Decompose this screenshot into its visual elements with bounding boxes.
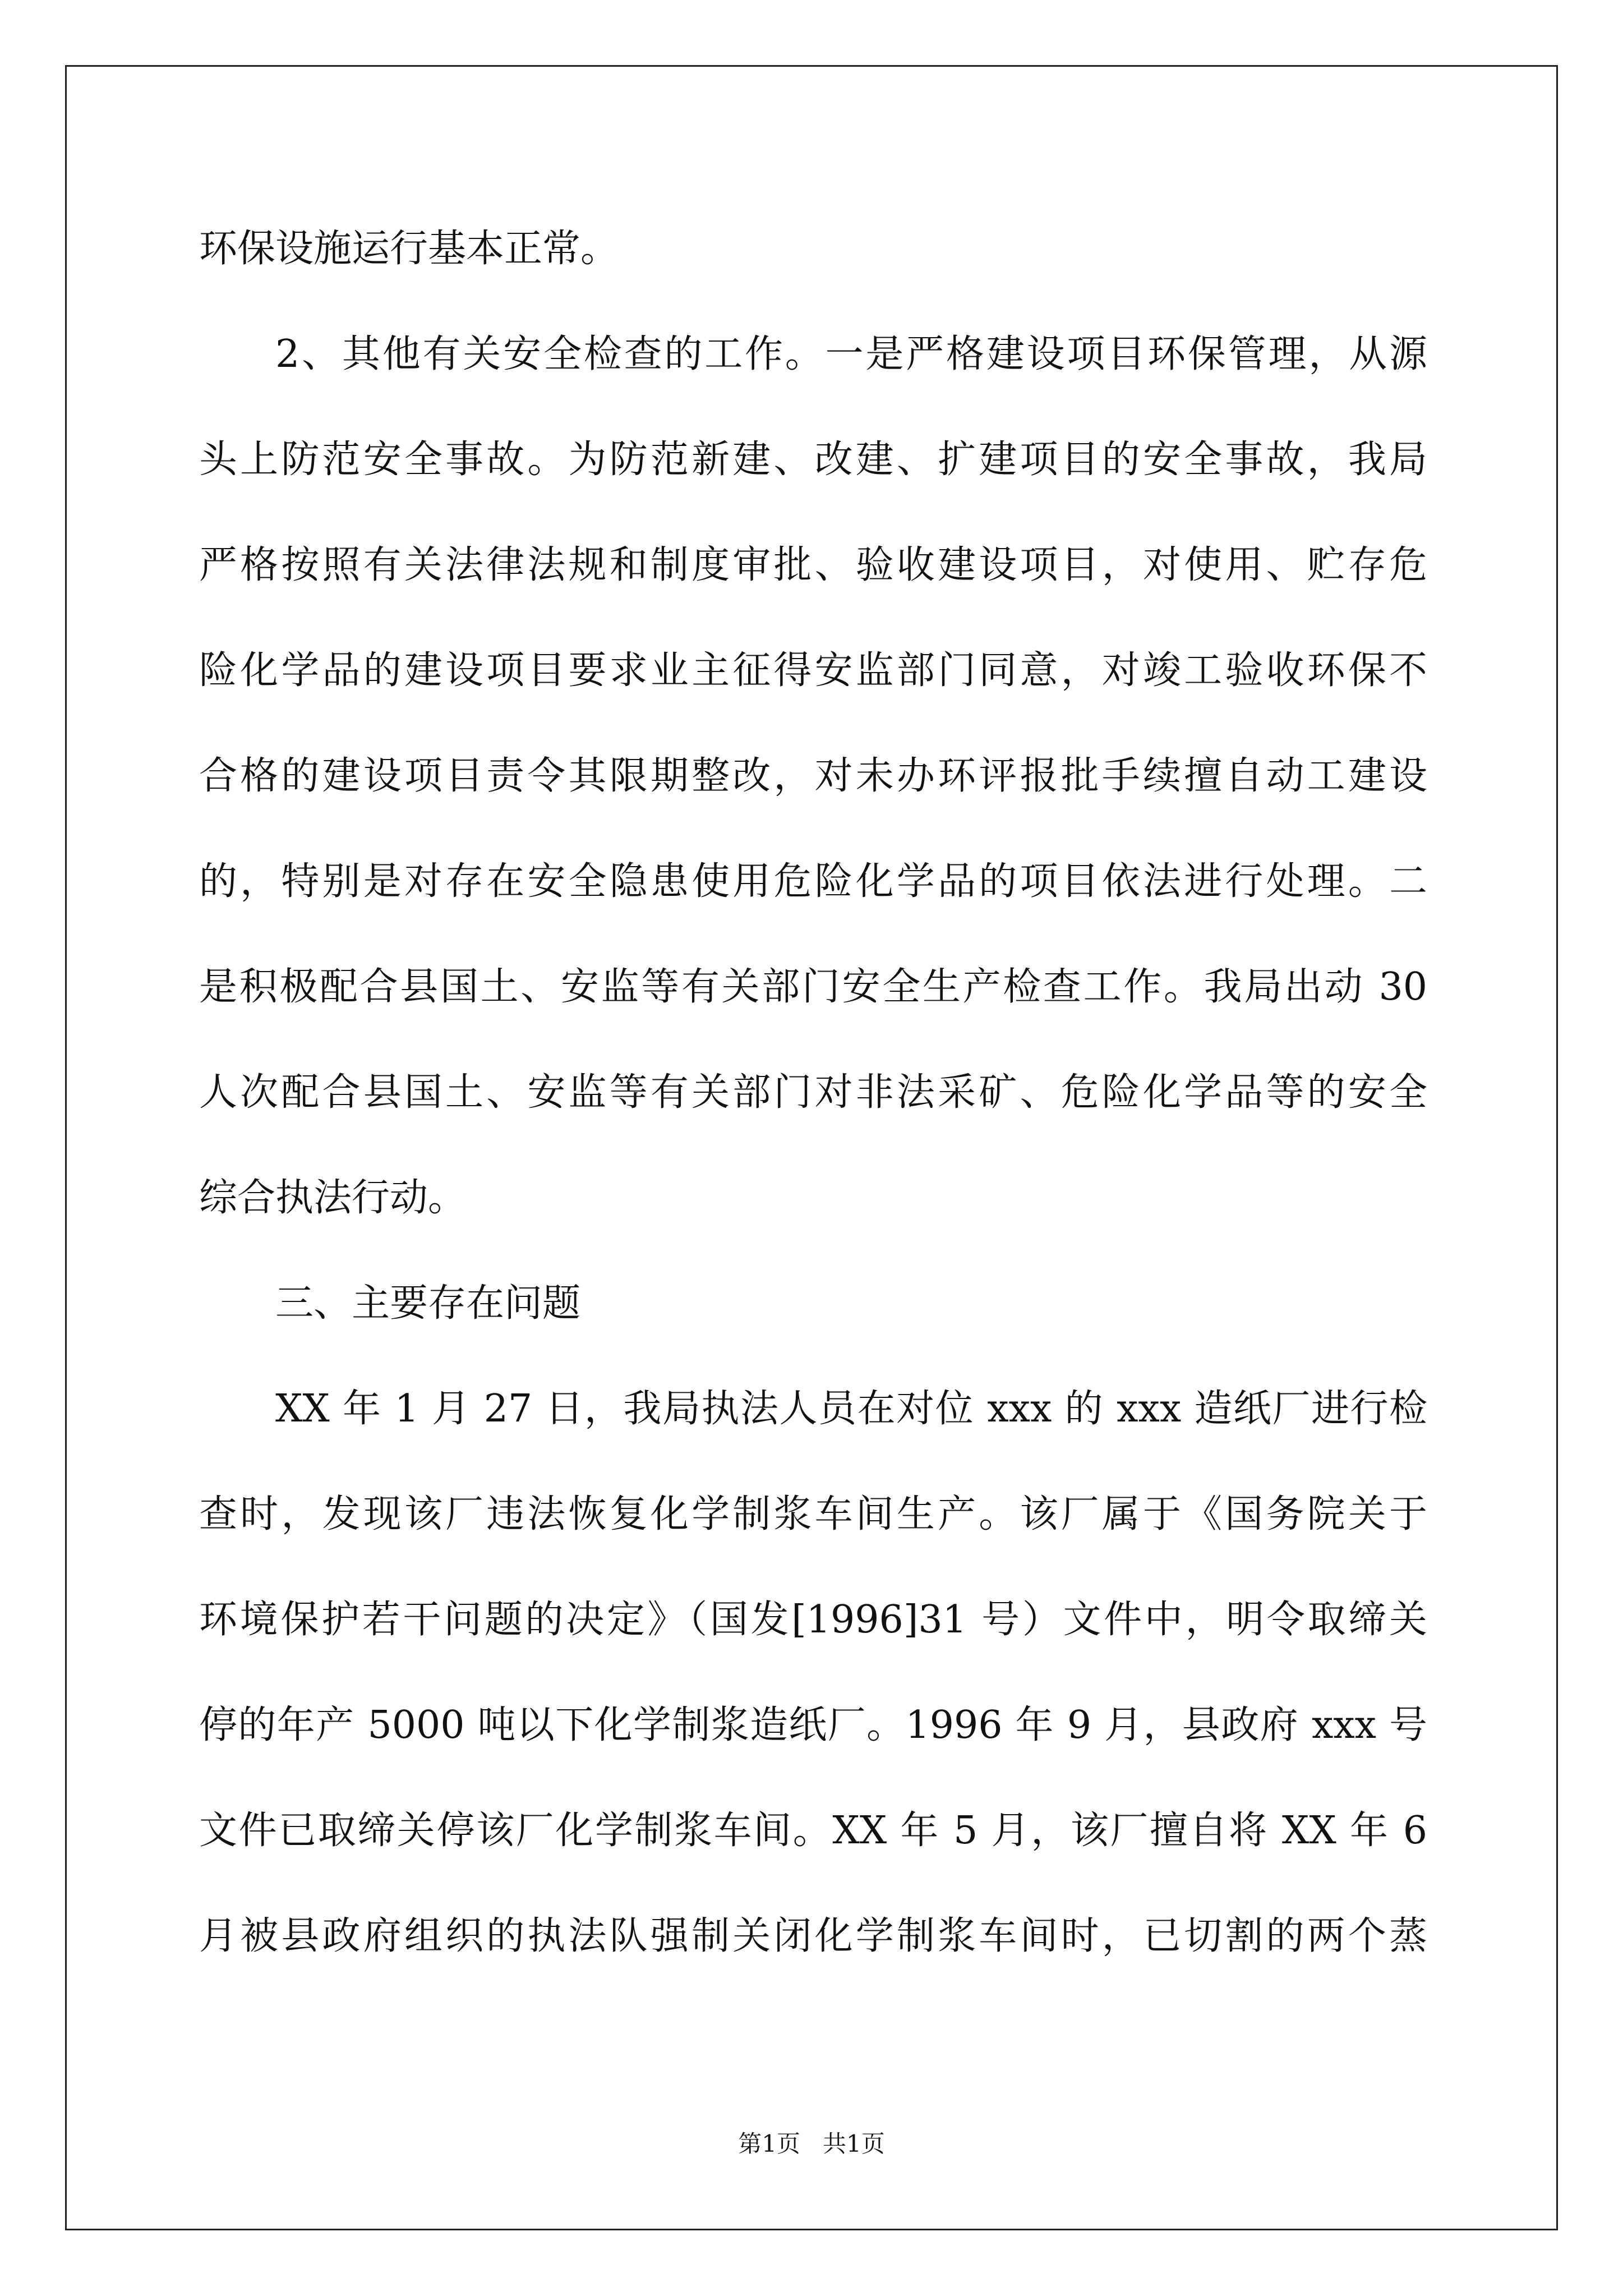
text-line: 是积极配合县国土、安监等有关部门安全生产检查工作。我局出动 30 — [199, 965, 1427, 1009]
text-line: 的，特别是对存在安全隐患使用危险化学品的项目依法进行处理。二 — [199, 859, 1427, 904]
text-line: 月被县政府组织的执法队强制关闭化学制浆车间时，已切割的两个蒸 — [199, 1914, 1427, 1958]
page-border — [65, 65, 1558, 2230]
text-line: 查时，发现该厂违法恢复化学制浆车间生产。该厂属于《国务院关于 — [199, 1492, 1427, 1536]
text-line: 头上防范安全事故。为防范新建、改建、扩建项目的安全事故，我局 — [199, 438, 1427, 482]
text-line: 综合执法行动。 — [199, 1176, 467, 1220]
page-number: 第1页 共1页 — [738, 2130, 885, 2157]
section-heading: 三、主要存在问题 — [275, 1281, 581, 1326]
text-line: 严格按照有关法律法规和制度审批、验收建设项目，对使用、贮存危 — [199, 543, 1427, 587]
text-line: 文件已取缔关停该厂化学制浆车间。XX 年 5 月，该厂擅自将 XX 年 6 — [199, 1809, 1427, 1853]
text-line: 人次配合县国土、安监等有关部门对非法采矿、危险化学品等的安全 — [199, 1070, 1427, 1115]
text-line: 环境保护若干问题的决定》（国发[1996]31 号）文件中，明令取缔关 — [199, 1598, 1427, 1642]
text-line: XX 年 1 月 27 日，我局执法人员在对位 xxx 的 xxx 造纸厂进行检 — [275, 1387, 1427, 1431]
text-line: 2、其他有关安全检查的工作。一是严格建设项目环保管理，从源 — [275, 332, 1427, 376]
text-line: 险化学品的建设项目要求业主征得安监部门同意，对竣工验收环保不 — [199, 648, 1427, 693]
text-line: 停的年产 5000 吨以下化学制浆造纸厂。1996 年 9 月，县政府 xxx 号 — [199, 1703, 1427, 1747]
text-line: 环保设施运行基本正常。 — [199, 227, 619, 271]
text-line: 合格的建设项目责令其限期整改，对未办环评报批手续擅自动工建设 — [199, 754, 1427, 798]
